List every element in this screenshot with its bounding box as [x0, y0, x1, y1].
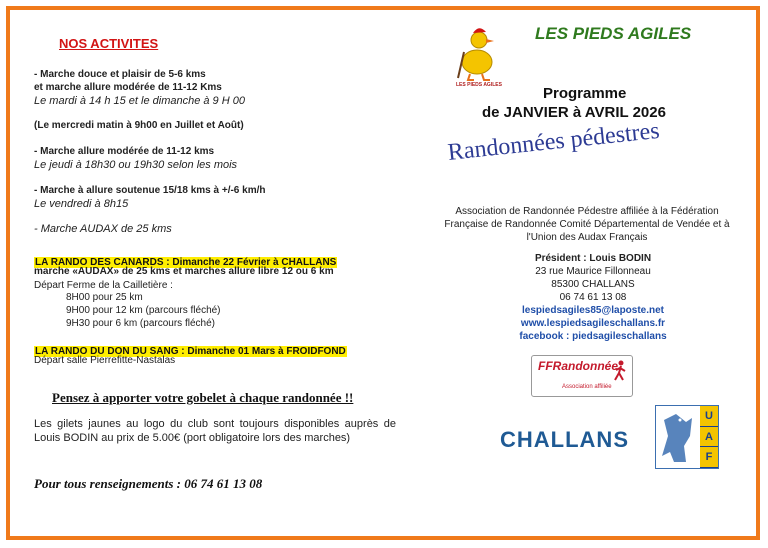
uaf-letters — [700, 406, 718, 468]
program-period: de JANVIER à AVRIL 2026 — [482, 104, 666, 121]
event-line: Départ Ferme de la Cailletière : — [34, 280, 173, 291]
club-logo — [446, 22, 508, 86]
reminder-text: Pensez à apporter votre gobelet à chaque randonnée !! — [52, 390, 354, 405]
uaf-letter: A — [700, 427, 718, 448]
challans-logo: CHALLANS — [500, 427, 629, 452]
activity-line: - Marche allure modérée de 11-12 kms — [34, 146, 215, 157]
event-don-text: LA RANDO DU DON DU SANG : Dimanche 01 Mars à FROIDFOND — [35, 346, 346, 357]
event-time: 9H00 pour 12 km (parcours fléché) — [66, 305, 221, 316]
event-time: 8H00 pour 25 km — [66, 292, 143, 303]
event-line: marche «AUDAX» de 25 kms et marches allure libre 12 ou 6 km — [34, 266, 334, 277]
president-line: Président : Louis BODIN — [534, 253, 652, 264]
activity-schedule: Le jeudi à 18h30 ou 19h30 selon les mois — [34, 159, 238, 171]
program-title: Programme — [543, 85, 627, 102]
event-time: 9H30 pour 6 km (parcours fléché) — [66, 318, 215, 329]
logo-caption: LES PIEDS AGILES — [456, 82, 502, 88]
ffr-logo-subtitle: Association affiliée — [562, 384, 612, 390]
hiker-icon — [612, 360, 628, 382]
griffin-icon — [656, 406, 700, 468]
website-link[interactable]: www.lespiedsagileschallans.fr — [520, 318, 666, 329]
activity-line: - Marche à allure soutenue 15/18 kms à +/-6 km/h — [34, 185, 266, 196]
address-line: 23 rue Maurice Fillonneau — [535, 266, 651, 277]
activity-line: et marche allure modérée de 11-12 Kms — [34, 82, 222, 93]
uaf-letter: U — [700, 406, 718, 427]
ffrandonnee-logo — [531, 355, 633, 397]
activity-line: - Marche AUDAX de 25 kms — [34, 223, 172, 235]
rando-title: Randonnées pédestres — [446, 117, 661, 166]
club-name: LES PIEDS AGILES — [535, 24, 692, 43]
gilets-paragraph: Les gilets jaunes au logo du club sont toujours disponibles auprès de Louis BODIN au prix de 5.00€ (port obligatoire lors des marches) — [34, 418, 396, 444]
email-link[interactable]: lespiedsagiles85@laposte.net — [521, 305, 665, 316]
ffr-logo-text: FFRandonnée — [538, 359, 618, 373]
phone-number: 06 74 61 13 08 — [559, 292, 627, 303]
activity-schedule: Le mardi à 14 h 15 et le dimanche à 9 H 00 — [34, 95, 245, 107]
activity-schedule: Le vendredi à 8h15 — [34, 198, 129, 210]
uaf-logo — [655, 405, 719, 469]
association-text: Association de Randonnée Pédestre affiliée à la Fédération Française de Randonnée Comité Départemental de Vendée et à l'Union des Audax Français — [444, 206, 730, 243]
activities-title: NOS ACTIVITES — [59, 36, 159, 51]
activity-line: - Marche douce et plaisir de 5-6 kms — [34, 69, 206, 80]
activity-line: (Le mercredi matin à 9h00 en Juillet et Août) — [34, 120, 244, 131]
uaf-letter: F — [700, 447, 718, 468]
duck-icon — [446, 22, 508, 86]
facebook-link[interactable]: facebook : piedsagileschallans — [519, 331, 667, 342]
address-city: 85300 CHALLANS — [551, 279, 635, 290]
event-canards-text: LA RANDO DES CANARDS : Dimanche 22 Février à CHALLANS — [35, 257, 337, 268]
contact-line: Pour tous renseignements : 06 74 61 13 08 — [34, 476, 263, 491]
event-line: Départ salle Pierrefitte-Nastalas — [34, 355, 176, 366]
